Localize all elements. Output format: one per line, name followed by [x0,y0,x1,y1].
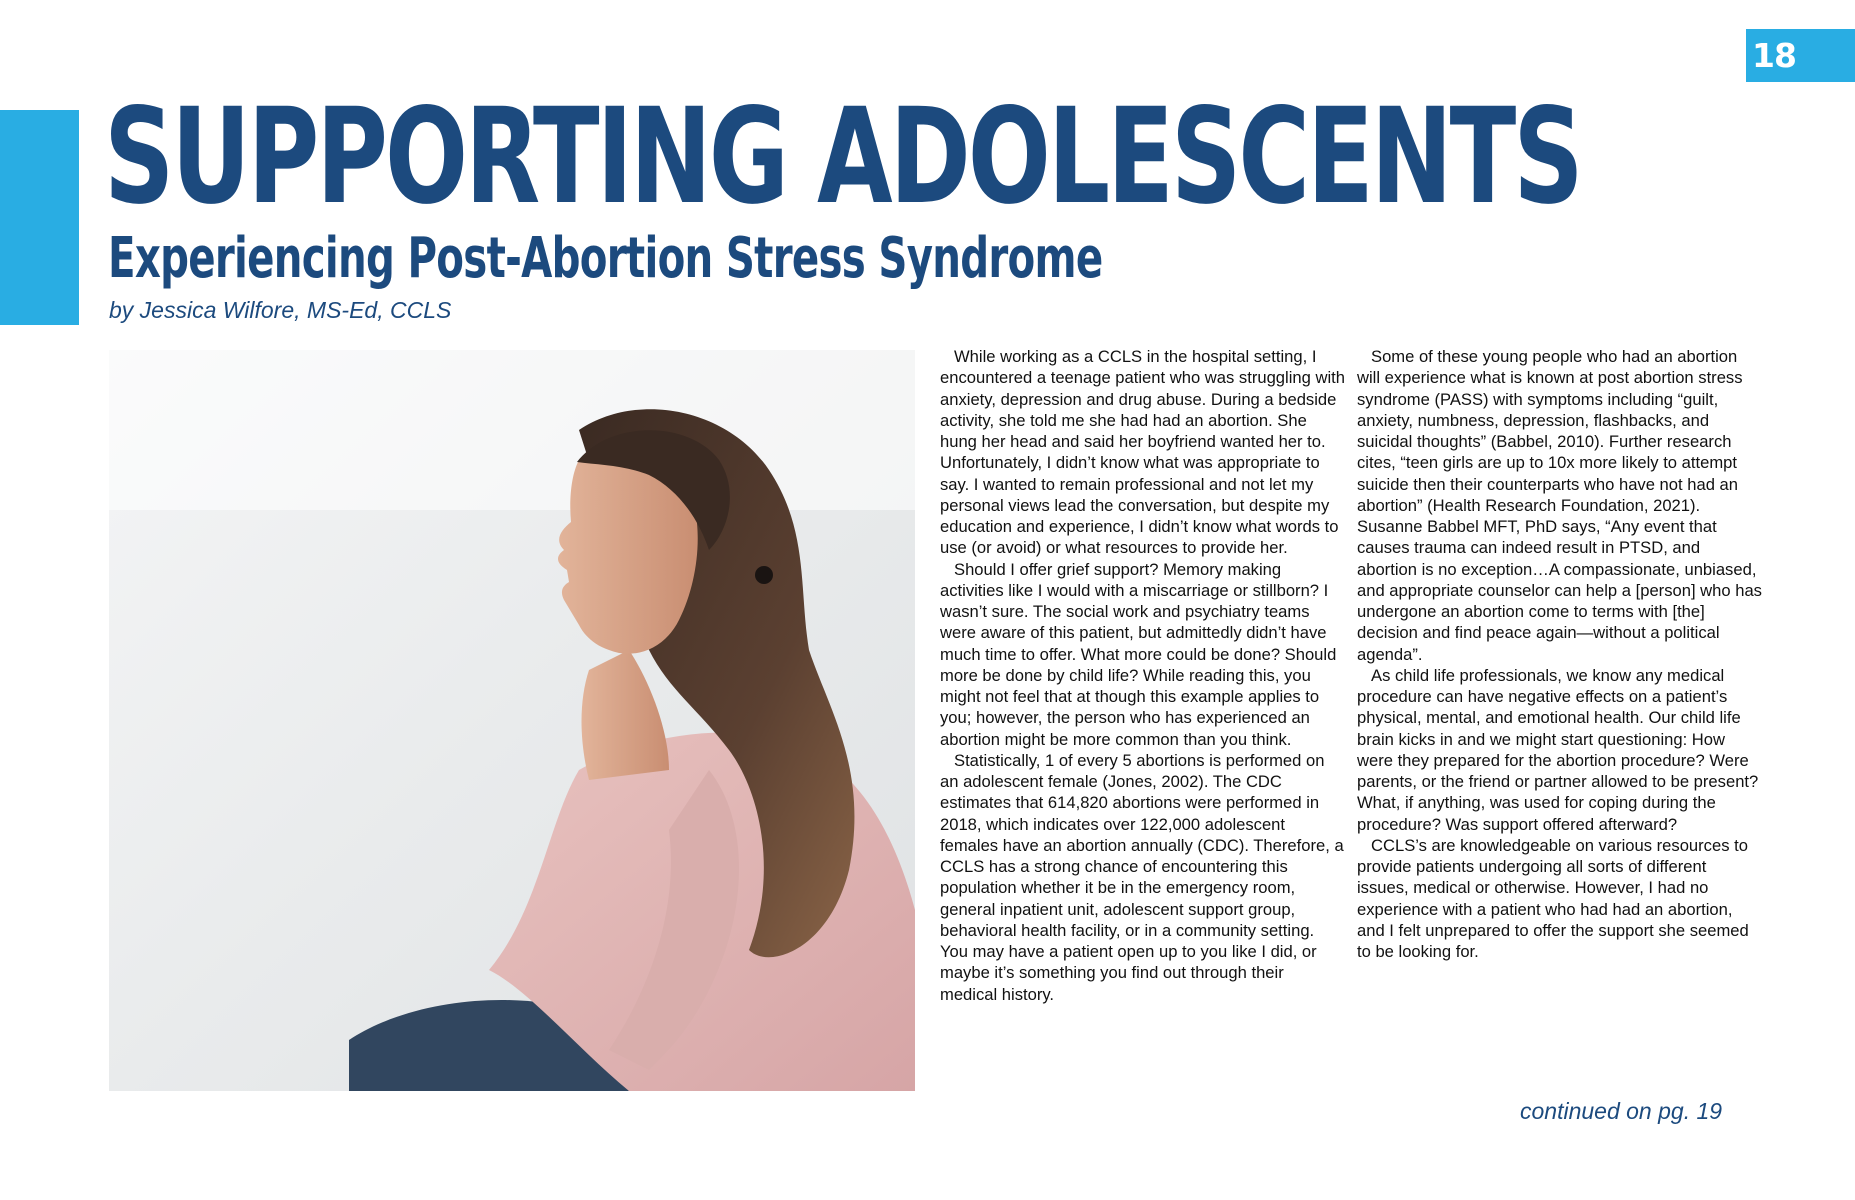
article-subtitle: Experiencing Post-Abortion Stress Syndrome [108,226,1103,291]
accent-bar [0,110,79,325]
article-paragraph: CCLS’s are knowledgeable on various resources to provide patients undergoing all sorts of different issues, medical or otherwise. However, I had no experience with a patient who had had an abortion, and I felt unprepared to offer the support she seemed to be looking for. [1357,835,1749,961]
page-title: SUPPORTING ADOLESCENTS [104,80,1581,234]
continued-link[interactable]: continued on pg. 19 [1520,1098,1723,1124]
article-column-1 [940,346,1345,1005]
article-paragraph: Statistically, 1 of every 5 abortions is performed on an adolescent female (Jones, 2002). The CDC estimates that 614,820 abortions were performed in 2018, which indicates over 122,000 adolescent females have an abortion annually (CDC). Therefore, a CCLS has a strong chance of encountering this population whether it be in the emergency room, general inpatient unit, adolescent support group, behavioral health facility, or in a community setting. You may have a patient open up to you like I did, or maybe it’s something you find out through their medical history. [940,750,1344,1004]
article-paragraph: Should I offer grief support? Memory making activities like I would with a miscarriage or stillborn? I wasn’t sure. The social work and psychiatry teams were aware of this patient, but admittedly didn’t have much time to offer. What more could be done? Should more be done by child life? While reading this, you might not feel that at though this example applies to you; however, the person who has experienced an abortion might be more common than you think. [940,559,1337,749]
article-paragraph: Some of these young people who had an abortion will experience what is known at post abortion stress syndrome (PASS) with symptoms including “guilt, anxiety, numbness, depression, flashbacks, and suicidal thoughts” (Babbel, 2010). Further research cites, “teen girls are up to 10x more likely to attempt suicide then their counterparts who have not had an abortion” (Health Research Foundation, 2021). Susanne Babbel MFT, PhD says, “Any event that causes trauma can indeed result in PTSD, and abortion is no exception…A compassionate, unbiased, and appropriate counselor can help a [person] who has undergone an abortion come to terms with [the] decision and find peace again—without a political agenda”. [1357,347,1762,664]
woman-in-profile-photo [109,350,915,1091]
author-byline: by Jessica Wilfore, MS-Ed, CCLS [109,297,452,323]
page-number: 18 [1746,29,1855,82]
article-column-2 [1357,346,1762,962]
article-paragraph: As child life professionals, we know any medical procedure can have negative effects on a patient’s physical, mental, and emotional health. Our child life brain kicks in and we might start questioning: How were they prepared for the abortion procedure? Were parents, or the friend or partner allowed to be present? What, if anything, was used for coping during the procedure? Was support offered afterward? [1357,665,1759,834]
article-paragraph: While working as a CCLS in the hospital setting, I encountered a teenage patient who was struggling with anxiety, depression and drug abuse. During a bedside activity, she told me she had had an abortion. She hung her head and said her boyfriend wanted her to. Unfortunately, I didn’t know what was appropriate to say. I wanted to remain professional and not let my personal views lead the conversation, but despite my education and experience, I didn’t know what words to use (or avoid) or what resources to provide her. [940,347,1345,558]
